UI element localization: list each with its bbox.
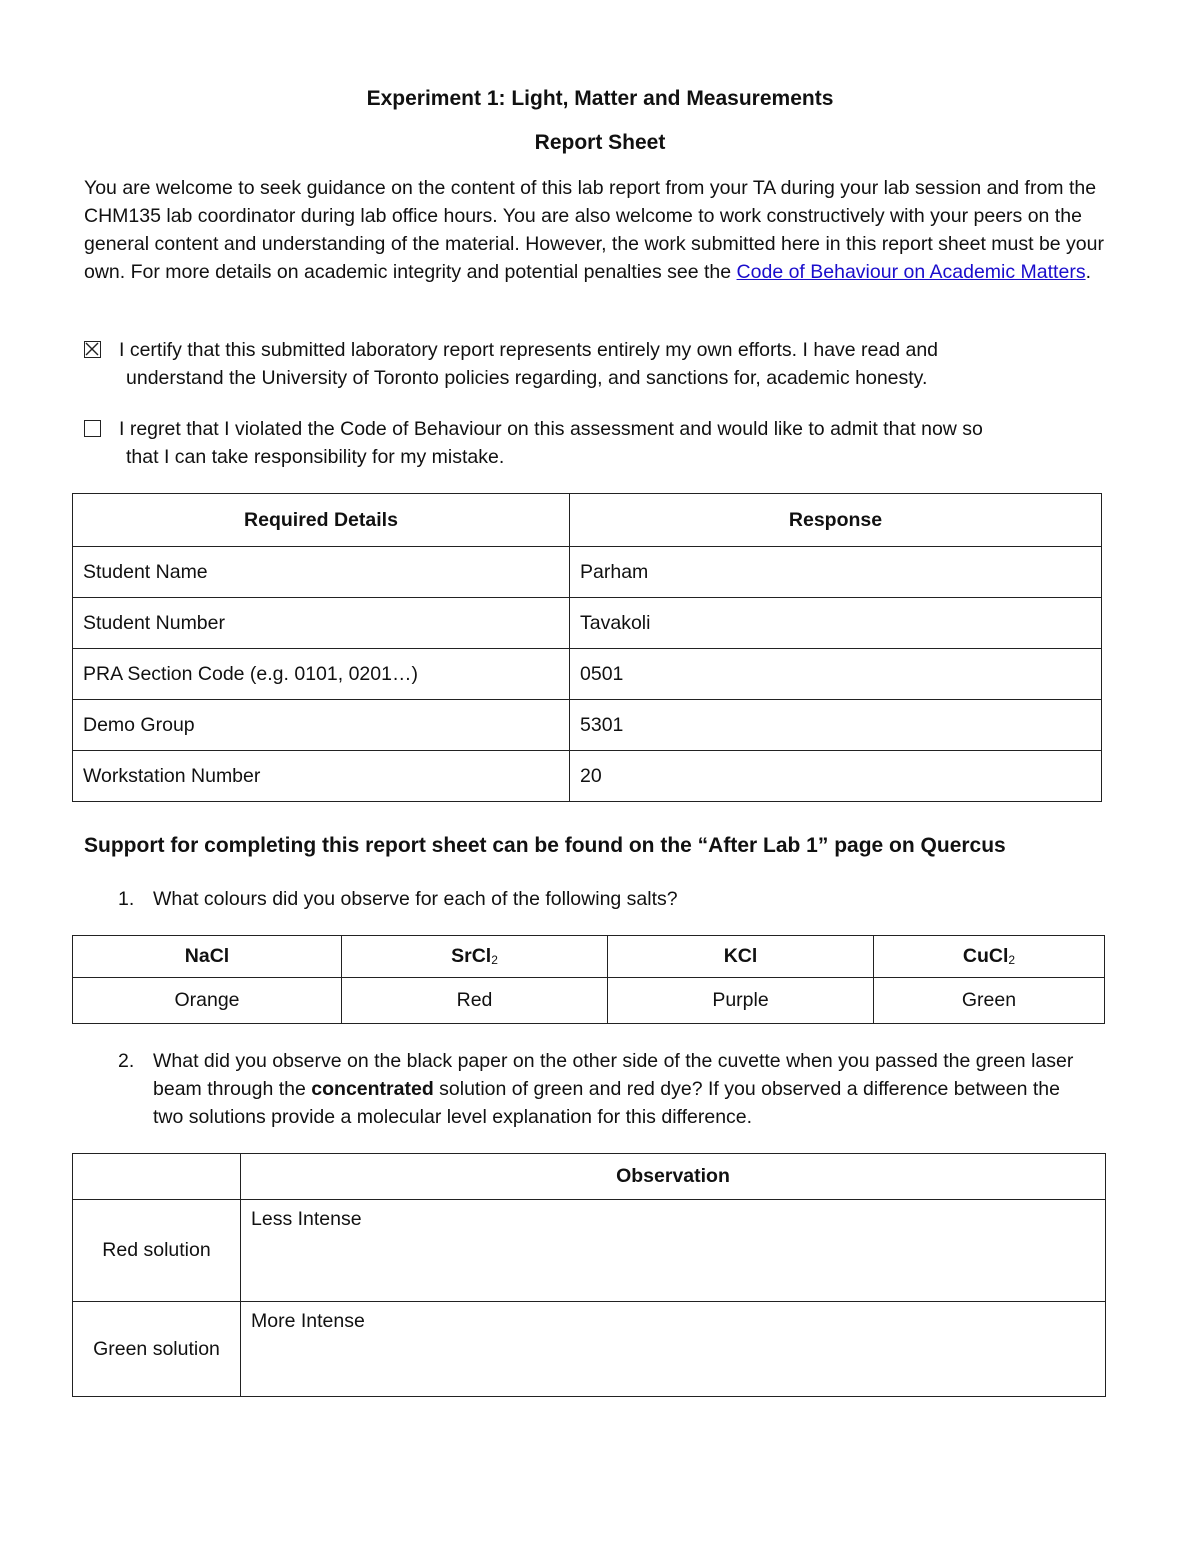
table-row (73, 700, 1102, 751)
salt-formula: KCl (723, 945, 758, 967)
observation-table (72, 1153, 1106, 1397)
table-row (73, 547, 1102, 598)
intro-paragraph (84, 174, 1114, 286)
certify-checkbox[interactable] (84, 341, 101, 358)
required-details-table (72, 493, 1102, 802)
salt-formula: NaCl (184, 945, 230, 967)
certify-statement (84, 336, 1114, 392)
observation-value[interactable]: More Intense (241, 1302, 1106, 1397)
question-1 (118, 885, 1088, 913)
salt-header-cucl2 (874, 936, 1105, 978)
code-of-behaviour-link[interactable]: Code of Behaviour on Academic Matters (736, 261, 1086, 283)
detail-label: Student Name (73, 547, 570, 598)
empty-header-cell (73, 1154, 241, 1200)
regret-line-1: I regret that I violated the Code of Behaviour on this assessment and would like to admit that now so (119, 418, 983, 440)
table-row (73, 649, 1102, 700)
salt-colour[interactable]: Orange (73, 978, 342, 1024)
question-text-emphasis: concentrated (311, 1078, 434, 1100)
checked-x-icon (85, 342, 99, 356)
column-header: Observation (241, 1154, 1106, 1200)
salt-subscript: 2 (1008, 953, 1016, 967)
detail-label: PRA Section Code (e.g. 0101, 0201…) (73, 649, 570, 700)
salt-formula: SrCl (451, 945, 492, 967)
detail-label: Workstation Number (73, 751, 570, 802)
detail-value[interactable]: 20 (570, 751, 1102, 802)
certify-line-1: I certify that this submitted laboratory report represents entirely my own efforts. I have read and (119, 339, 939, 361)
regret-statement (84, 415, 1114, 471)
detail-value[interactable]: 5301 (570, 700, 1102, 751)
intro-end: . (1085, 261, 1091, 283)
question-number: 2. (118, 1050, 135, 1072)
salt-colour[interactable]: Purple (608, 978, 874, 1024)
question-2 (118, 1047, 1088, 1131)
page-title: Experiment 1: Light, Matter and Measurements (366, 87, 834, 110)
solution-label: Green solution (73, 1302, 241, 1397)
salt-colour[interactable]: Red (342, 978, 608, 1024)
question-text-part: What did you observe on the black paper on the other side of the cuvette when you passed the green laser beam through the (153, 1050, 1074, 1100)
table-row (73, 1200, 1106, 1302)
table-header-row (73, 494, 1102, 547)
page-subtitle: Report Sheet (534, 131, 666, 154)
question-text-part: solution of green and red dye? If you observed a difference between the two solutions provide a molecular level explanation for this difference. (153, 1078, 1060, 1128)
observation-value[interactable]: Less Intense (241, 1200, 1106, 1302)
salt-colours-table (72, 935, 1105, 1024)
column-header: Required Details (73, 494, 570, 547)
question-text (153, 1047, 1088, 1131)
detail-value[interactable]: Parham (570, 547, 1102, 598)
salt-formula: CuCl (962, 945, 1009, 967)
salt-header-srcl2 (342, 936, 608, 978)
support-heading: Support for completing this report sheet can be found on the “After Lab 1” page on Quercus (84, 834, 1006, 857)
regret-line-2: that I can take responsibility for my mistake. (126, 446, 505, 468)
column-header: Response (570, 494, 1102, 547)
table-row (73, 1302, 1106, 1397)
table-header-row (73, 1154, 1106, 1200)
table-row (73, 978, 1105, 1024)
salt-colour[interactable]: Green (874, 978, 1105, 1024)
detail-label: Demo Group (73, 700, 570, 751)
question-number: 1. (118, 888, 135, 910)
detail-value[interactable]: 0501 (570, 649, 1102, 700)
salt-header-nacl (73, 936, 342, 978)
table-header-row (73, 936, 1105, 978)
salt-subscript: 2 (491, 953, 498, 967)
regret-checkbox[interactable] (84, 420, 101, 437)
intro-text: You are welcome to seek guidance on the content of this lab report from your TA during your lab session and from the CHM135 lab coordinator during lab office hours. You are also welcome to work constructively with your peers on the general content and understanding of the material. However, the work submitted here in this report sheet must be your own. For more details on academic integrity and potential penalties see the (84, 177, 1104, 283)
table-row (73, 598, 1102, 649)
table-row (73, 751, 1102, 802)
salt-header-kcl (608, 936, 874, 978)
solution-label: Red solution (73, 1200, 241, 1302)
question-text: What colours did you observe for each of the following salts? (153, 888, 678, 910)
detail-label: Student Number (73, 598, 570, 649)
certify-line-2: understand the University of Toronto policies regarding, and sanctions for, academic honesty. (126, 367, 928, 389)
detail-value[interactable]: Tavakoli (570, 598, 1102, 649)
